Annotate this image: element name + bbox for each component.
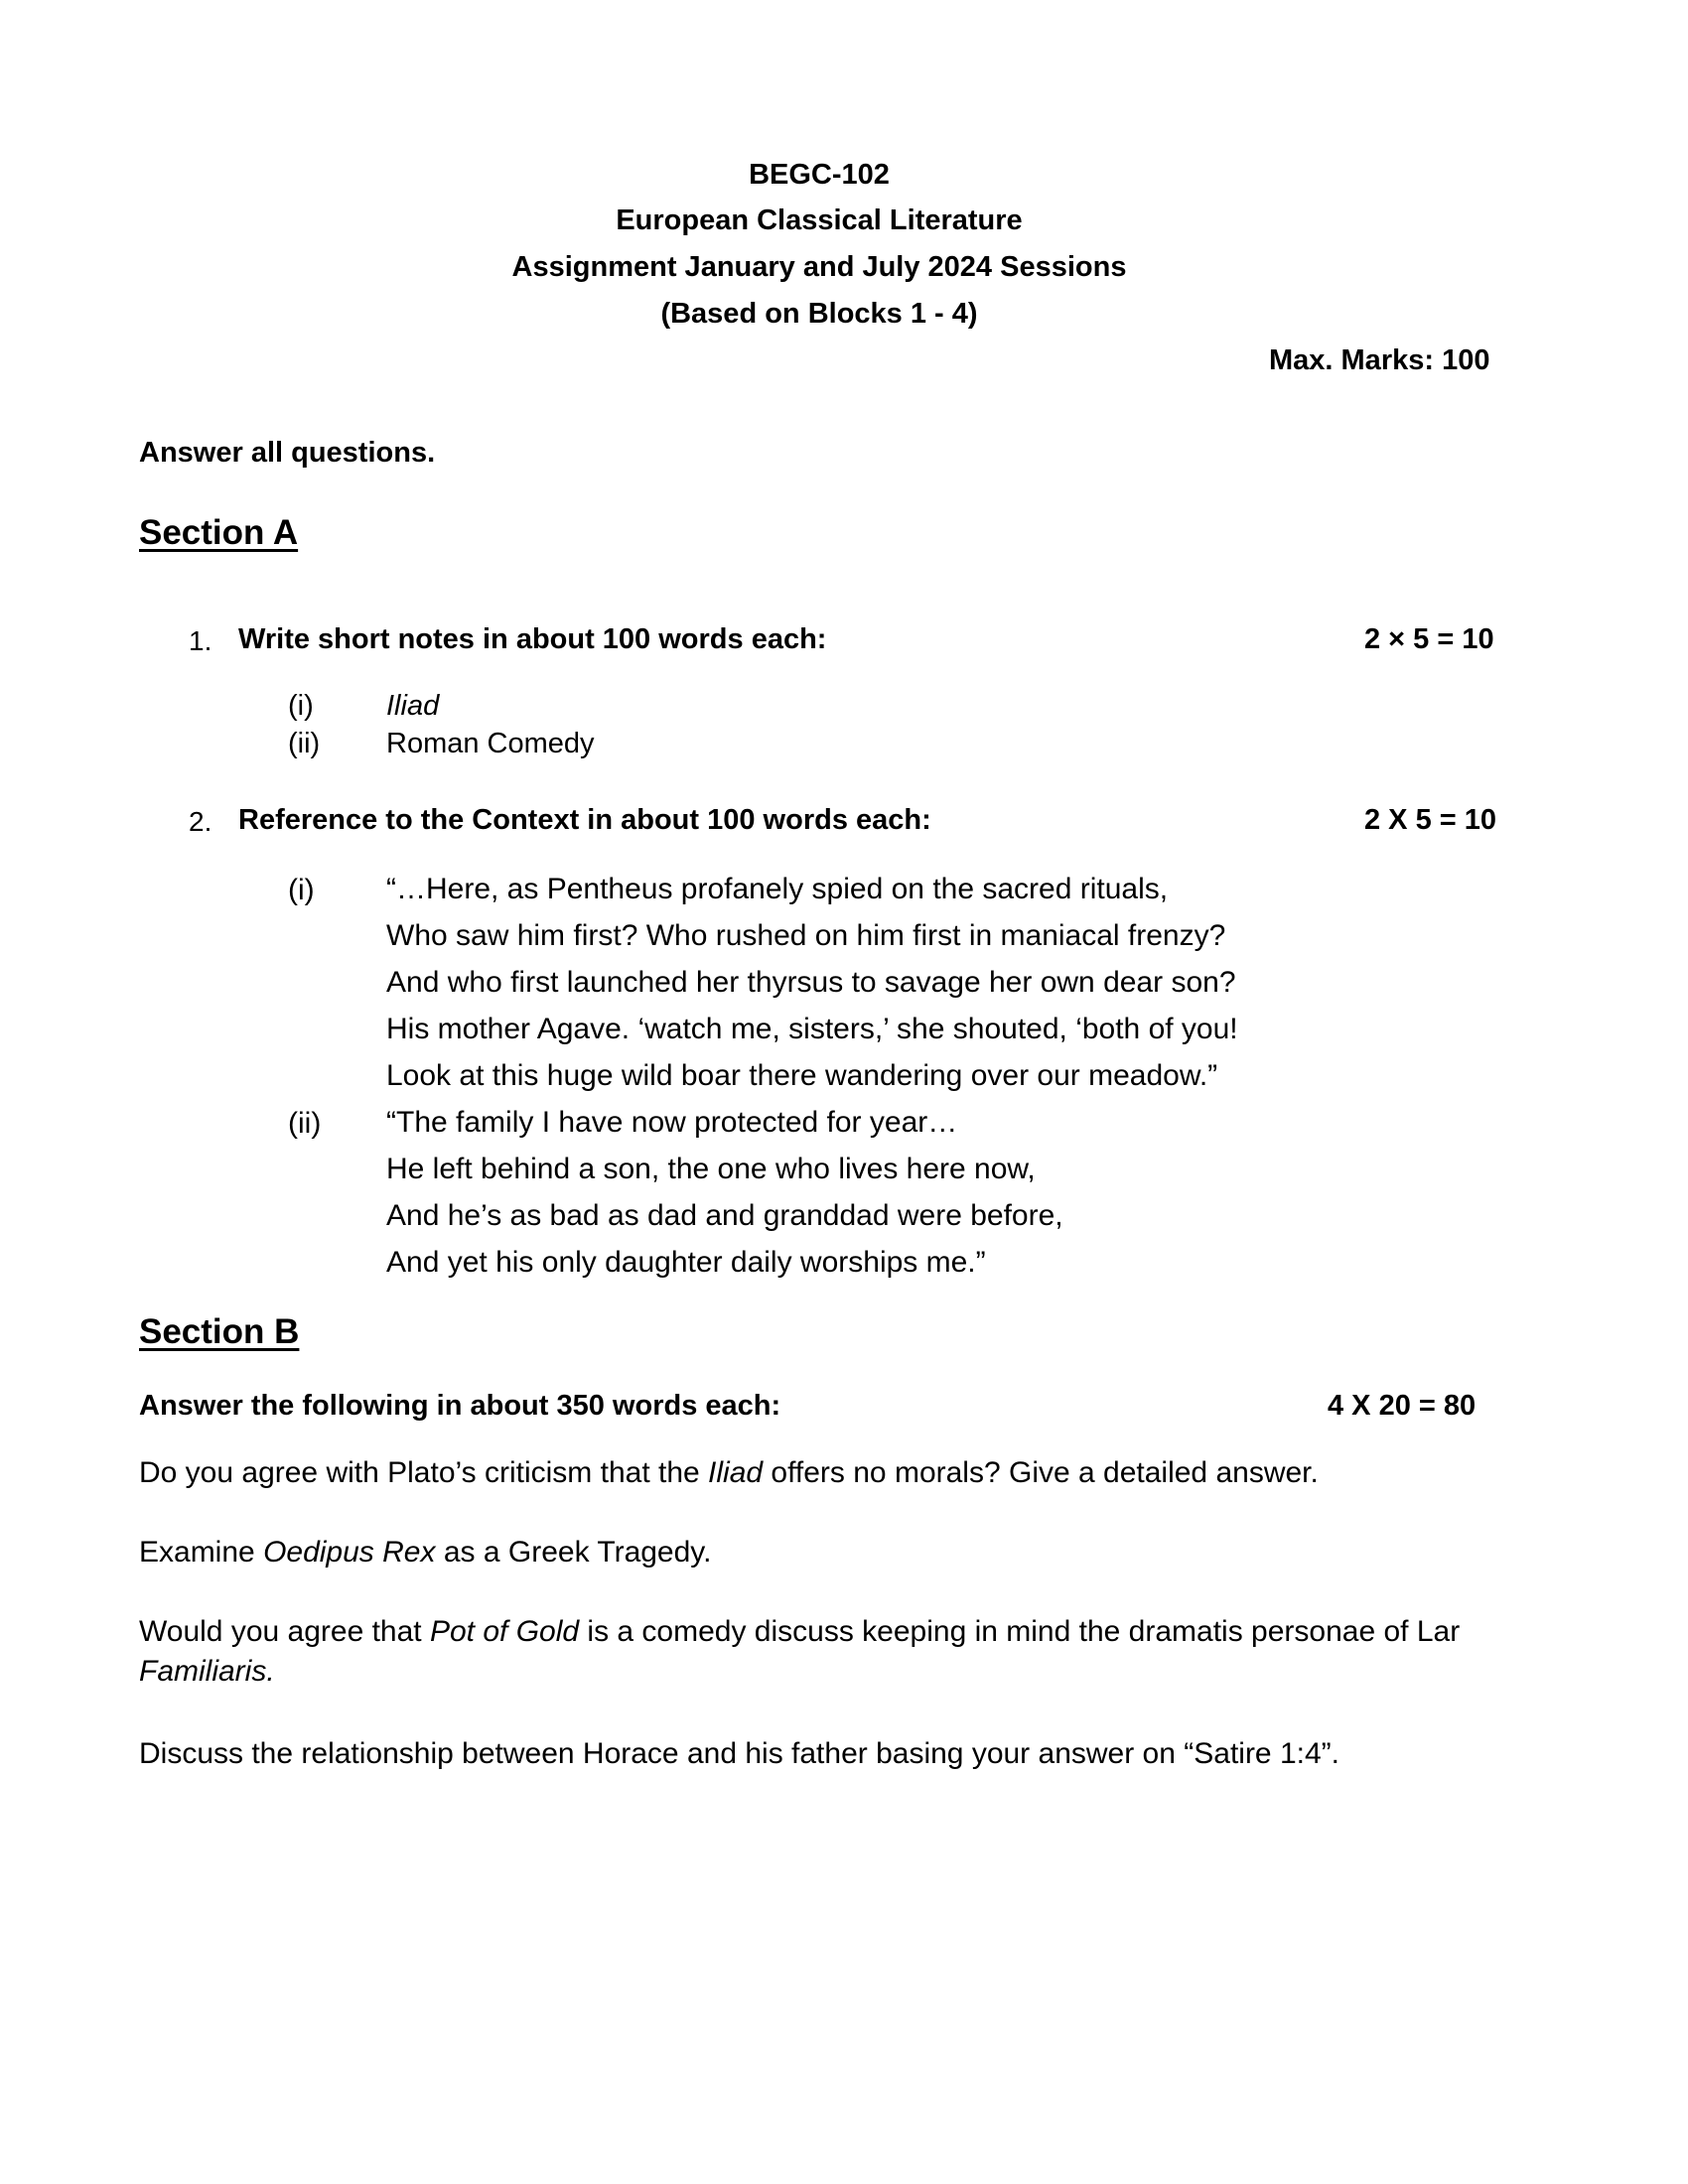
passage-line: Who saw him first? Who rushed on him first in maniacal frenzy? [386,919,1226,952]
passage-line: “The family I have now protected for year… [386,1106,958,1139]
question-text: Do you agree with Plato’s criticism that the [139,1456,709,1489]
section-b-question-2 [139,1536,711,1570]
passage-line: Look at this huge wild boar there wandering over our meadow.” [386,1059,1218,1092]
max-marks: Max. Marks: 100 [1269,344,1490,376]
question-2-number: 2. [189,806,212,837]
question-text: Would you agree that [139,1615,430,1648]
q2-item-1-label: (i) [288,874,315,906]
work-title: Iliad [708,1456,764,1489]
section-b-question-1 [139,1456,1319,1490]
general-instruction: Answer all questions. [139,437,436,469]
question-text: as a Greek Tragedy. [435,1536,712,1569]
question-2-text: Reference to the Context in about 100 words each: [238,804,931,836]
question-1-text: Write short notes in about 100 words each: [238,623,827,655]
q2-item-2-label: (ii) [288,1107,322,1140]
question-text: Discuss the relationship between Horace and his father basing your answer on “Satire 1:4”. [139,1737,1339,1770]
question-text: offers no morals? Give a detailed answer. [763,1456,1319,1489]
section-b-instruction: Answer the following in about 350 words each: [139,1390,781,1422]
section-a-heading: Section A [139,513,299,552]
passage-line: He left behind a son, the one who lives here now, [386,1153,1036,1185]
section-b-heading: Section B [139,1312,300,1351]
question-text: is a comedy discuss keeping in mind the dramatis personae of Lar [579,1615,1461,1648]
blocks-note: (Based on Blocks 1 - 4) [660,298,978,330]
q2-item-1-passage [386,866,1238,1099]
course-title: European Classical Literature [616,205,1023,236]
section-b-marks: 4 X 20 = 80 [1328,1390,1477,1422]
q1-item-1-label: (i) [288,690,314,722]
passage-line: And yet his only daughter daily worships me.” [386,1246,986,1279]
q1-item-2-label: (ii) [288,728,321,759]
section-b-question-3 [139,1615,1460,1649]
passage-line: “…Here, as Pentheus profanely spied on the sacred rituals, [386,873,1169,905]
q1-item-2-text: Roman Comedy [386,728,595,759]
question-2-marks: 2 X 5 = 10 [1364,804,1497,836]
course-code: BEGC-102 [749,159,890,191]
question-1-number: 1. [189,625,212,656]
work-title: Oedipus Rex [263,1536,436,1569]
question-text: Examine [139,1536,264,1569]
passage-line: And who first launched her thyrsus to savage her own dear son? [386,966,1236,999]
section-b-question-4 [139,1737,1339,1771]
assignment-title: Assignment January and July 2024 Sessions [511,251,1127,283]
q2-item-2-passage [386,1099,1063,1286]
q1-item-1-text: Iliad [386,690,440,722]
question-1-marks: 2 × 5 = 10 [1364,623,1494,655]
work-title: Pot of Gold [429,1615,580,1648]
section-b-question-3-continued: Familiaris. [139,1655,275,1688]
passage-line: His mother Agave. ‘watch me, sisters,’ she shouted, ‘both of you! [386,1013,1238,1045]
passage-line: And he’s as bad as dad and granddad were before, [386,1199,1063,1232]
